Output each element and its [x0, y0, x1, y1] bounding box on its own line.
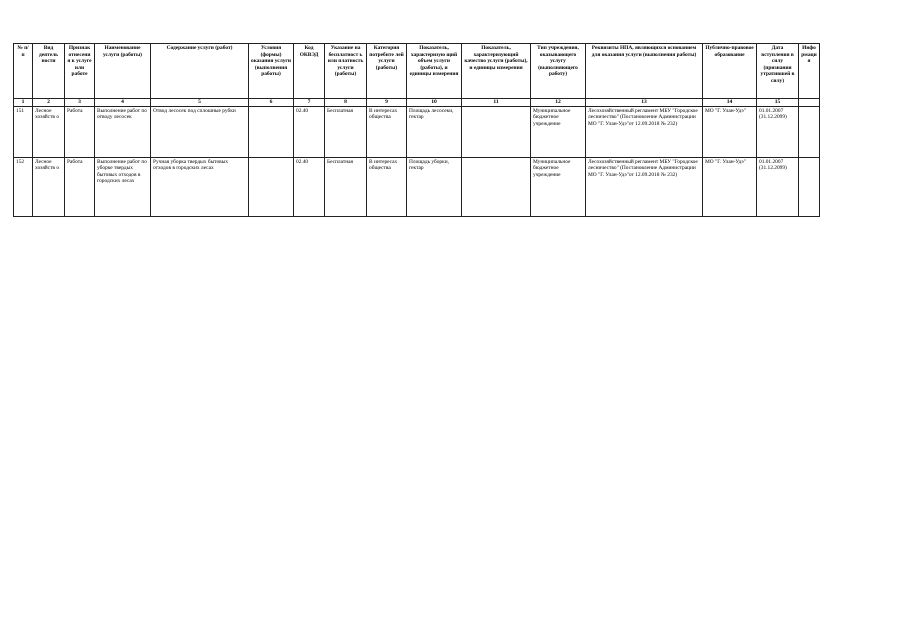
cell-info: [799, 157, 820, 216]
table-row: [14, 157, 820, 216]
col-header-conditions: Условия (формы) оказания услуги (выполнения работы): [249, 44, 294, 99]
cell-municipality: МО "Г. Улан-Удэ": [703, 106, 757, 157]
column-number: 2: [33, 99, 65, 107]
col-header-institution-type: Тип учреждения, оказывающего услугу (выполняющего работу): [531, 44, 586, 99]
cell-okved: 02.40: [294, 157, 325, 216]
column-number: 12: [531, 99, 586, 107]
col-header-municipality: Публично-правовое образование: [703, 44, 757, 99]
cell-number: 151: [14, 106, 33, 157]
column-number: 6: [249, 99, 294, 107]
cell-name: Выполнение работ по уборке твердых бытовых отходов в городских лесах: [95, 157, 151, 216]
column-number: 8: [325, 99, 367, 107]
cell-municipality: МО "Г. Улан-Удэ": [703, 157, 757, 216]
col-header-npa: Реквизиты НПА, являющихся основанием для оказания услуги (выполнения работы): [586, 44, 703, 99]
col-header-activity: Вид деятель ности: [33, 44, 65, 99]
column-number: 13: [586, 99, 703, 107]
cell-activity: Лесное хозяйств о: [33, 106, 65, 157]
cell-activity: Лесное хозяйств о: [33, 157, 65, 216]
cell-consumers: В интересах общества: [367, 157, 407, 216]
cell-payment: Бесплатная: [325, 106, 367, 157]
cell-date: 01.01.2007 (31.12.2099): [757, 157, 799, 216]
col-header-sign: Признак отнесени я к услуге или работе: [65, 44, 95, 99]
cell-conditions: [249, 106, 294, 157]
col-header-info: Инфо рмаци я: [799, 44, 820, 99]
column-numbers-row: [14, 99, 820, 107]
column-number-empty: [799, 99, 820, 107]
col-header-payment: Указание на бесплатност ь или платность услуги (работы): [325, 44, 367, 99]
cell-volume: Площадь уборки, гектар: [407, 157, 462, 216]
cell-okved: 02.40: [294, 106, 325, 157]
column-number: 9: [367, 99, 407, 107]
col-header-number: № п/п: [14, 44, 33, 99]
cell-consumers: В интересах общества: [367, 106, 407, 157]
cell-institution-type: Муниципальное бюджетное учреждение: [531, 157, 586, 216]
cell-sign: Работа: [65, 106, 95, 157]
cell-content: Отвод лесосек под сплошные рубки: [151, 106, 249, 157]
cell-payment: Бесплатная: [325, 157, 367, 216]
column-number: 15: [757, 99, 799, 107]
col-header-consumers: Категория потребите лей услуги (работы): [367, 44, 407, 99]
cell-date: 01.01.2007 (31.12.2099): [757, 106, 799, 157]
cell-quality: [462, 106, 531, 157]
cell-content: Ручная уборка твердых бытовых отходов в городских лесах: [151, 157, 249, 216]
col-header-content: Содержание услуги (работ): [151, 44, 249, 99]
cell-npa: Лесохозяйственный регламент МБУ "Городское лесничество" (Постановление Администрации МО "Г. Улан-Удэ"от 12.09.2018 № 232): [586, 106, 703, 157]
column-number: 14: [703, 99, 757, 107]
cell-info: [799, 106, 820, 157]
column-number: 11: [462, 99, 531, 107]
services-register-table: [13, 43, 820, 217]
col-header-name: Наименование услуги (работы): [95, 44, 151, 99]
col-header-okved: Код ОКВЭД: [294, 44, 325, 99]
cell-conditions: [249, 157, 294, 216]
column-number: 10: [407, 99, 462, 107]
cell-sign: Работа: [65, 157, 95, 216]
column-number: 5: [151, 99, 249, 107]
column-number: 7: [294, 99, 325, 107]
cell-npa: Лесохозяйственный регламент МБУ "Городское лесничество" (Постановление Администрации МО "Г. Улан-Удэ"от 12.09.2018 № 232): [586, 157, 703, 216]
cell-institution-type: Муниципальное бюджетное учреждение: [531, 106, 586, 157]
column-number: 1: [14, 99, 33, 107]
column-number: 3: [65, 99, 95, 107]
col-header-volume: Показатель, характеризую щий объем услуги (работы), и единицы измерения: [407, 44, 462, 99]
table-row: [14, 106, 820, 157]
cell-volume: Площадь лесосеки, гектар: [407, 106, 462, 157]
cell-number: 152: [14, 157, 33, 216]
column-number: 4: [95, 99, 151, 107]
col-header-date: Дата вступления в силу (признания утратившей в силу): [757, 44, 799, 99]
cell-quality: [462, 157, 531, 216]
header-row: [14, 44, 820, 99]
cell-name: Выполнение работ по отводу лесосек: [95, 106, 151, 157]
col-header-quality: Показатель, характеризующий качество услуги (работы), и единицы измерения: [462, 44, 531, 99]
